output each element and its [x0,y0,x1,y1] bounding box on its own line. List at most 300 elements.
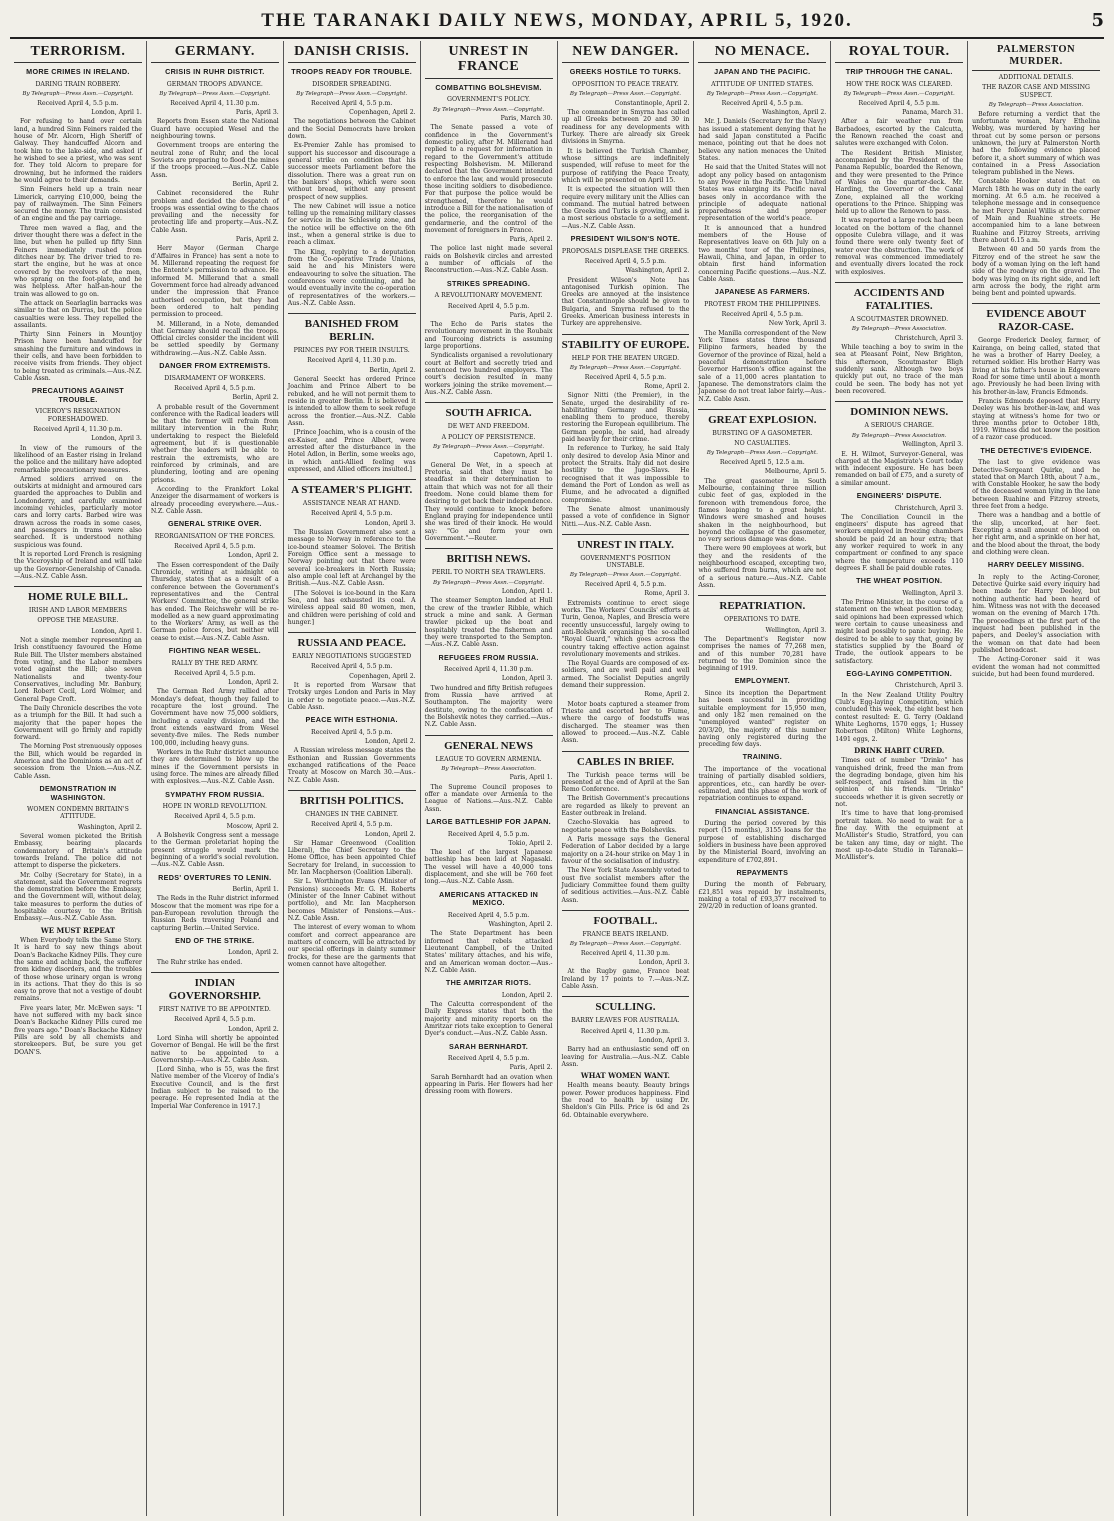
column-headline: DANISH CRISIS. [288,44,416,63]
telegraph-credit: By Telegraph—Press Assn.—Copyright. [432,443,545,450]
dateline: Washington, April 2. [488,920,553,928]
article-subheading: THE AMRITZAR RIOTS. [445,978,532,988]
received-time: Received April 4, 5.5 p.m. [721,311,803,319]
dateline: London, April 2. [364,738,416,746]
article-subheading: TRIP THROUGH THE CANAL. [845,67,953,77]
column-8 [968,41,1104,1516]
article-paragraph: Sir L. Worthington Evans (Minister of Pensions) succeeds Mr. G. H. Roberts (Minister of the Inner Cabinet without portfolio), and Mr. Ian Macpherson becomes Minister of Pensions.—Aus.-N.Z. Cable Assn. [287,878,416,922]
article-deck: CHANGES IN THE CABINET. [305,810,399,818]
newspaper-title: THE TARANAKI DAILY NEWS, MONDAY, APRIL 5, 1920. [261,10,853,31]
section-headline: ACCIDENTS AND FATALITIES. [835,282,963,313]
article-deck: DISORDER SPREADING. [312,80,392,88]
column-7 [831,41,968,1516]
article-deck: HOW THE ROCK WAS CLEARED. [846,80,953,88]
article-paragraph: Not a single member representing an Irish constituency favoured the Home Rule Bill. The Ulster members abstained from voting, and the Labor members voted against the Bill; also seven Nationalists and twenty-four Conservatives, including Mr. Banbury, Lord Robert Cecil, Lord Wolmer, and General Page Croft. [14,637,142,703]
article-subheading: FINANCIAL ASSISTANCE. [715,806,810,816]
received-time: Received April 4, 5.5 p.m. [311,510,393,518]
article-paragraph: The great gasometer in South Melbourne, containing three million cubic feet of gas, exploded in the forenoon with tremendous force, the flames leaping to a great height. Windows were smashed and houses shaken in the neighbourhood, but beyond the collapse of the gasometer, no very serious damage was done. [698,477,827,544]
article-paragraph: The Russian Government also sent a message to Norway in reference to the ice-bound steamer Solovei. The British Foreign Office sent a message to Norway pointing out that there were several ice-breakers in North Russia; also ample coal left at Archangel by the British.—Aus.-N.Z. Cable Assn. [287,529,416,588]
dateline: Washington, April 2. [762,109,827,117]
section-headline: A STEAMER'S PLIGHT. [288,479,416,497]
dateline: Washington, April 2. [77,823,142,831]
received-time: Received April 4, 5.5 p.m. [174,1016,256,1024]
article-paragraph: Constable Hooker stated that on March 18th he was on duty in the early morning. At 6.5 a.m. he received a telephone message and in consequence he met Percy Daniel Willis at the corner of Main and Ruahine streets. He accompanied him to a lane between Ruahine and Fitzroy Streets, arriving there about 6.15 a.m. [972,178,1100,244]
article-paragraph: The Acting-Coroner said it was evident the woman had not committed suicide, but had been found murdered. [972,656,1100,678]
dateline: Paris, March 30. [500,115,553,123]
article-paragraph: Health means beauty. Beauty brings power. Power produces happiness. Find the road to health by using Dr. Sheldon's Gin Pills. Price is 6d and 2s 6d. Obtainable everywhere. [561,1082,690,1119]
article-deck: DARING TRAIN ROBBERY. [35,80,121,88]
article-paragraph: It is believed the Turkish Chamber, whose sittings are indefinitely suspended, will refuse to meet for the purpose of ratifying the Peace Treaty, which will be presented on April 15. [561,147,690,184]
article-paragraph: The commander in Smyrna has called up all Greeks between 20 and 30 in readiness for any developments with Turkey. There are already six Greek divisions in Smyrna. [561,109,690,146]
article-subheading: REDS' OVERTURES TO LENIN. [158,872,272,882]
telegraph-credit: By Telegraph—Press Assn.—Copyright. [22,91,134,98]
section-headline: FOOTBALL. [562,910,690,928]
telegraph-credit: By Telegraph—Press Assn.—Copyright. [432,106,545,113]
article-paragraph: Ex-Premier Zahle has promised to support his successor and discourage a general strike on condition that his successor meets Parliament before the dissolution. There was a great run on the bankers' shops, which were soon without bread, without any present prospect of new supplies. [287,142,416,201]
article-paragraph: The German Red Army rallied after Monday's defeat, though they failed to recapture the lost ground. The Government have now 75,000 soldiers, including a cavalry division, and the front extends eastward from Wesel seventy-five miles. The Reds number 100,000, including heavy guns. [150,688,279,747]
article-subheading: THE DETECTIVE'S EVIDENCE. [980,445,1092,455]
received-time: Received April 4, 5.5 p.m. [174,543,256,550]
article-paragraph: Since its inception the Department has been successful in providing suitable employment for 15,950 men, and only 182 men remained on the "unemployed wanted" register on 20/3/20, the majority of this number having only registered during the preceding few days. [698,689,827,749]
article-subheading: SARAH BERNHARDT. [449,1041,529,1051]
article-paragraph: A probable result of the Government conference with the Radical leaders will be that the former will refrain from military intervention in the Ruhr, undertaking to respect the Bielefeld agreement, but it is questionable whether the leaders will be able to restrain the extremists, who are reinforced by criminals, and are plundering, looting and are opening prisons. [150,403,279,484]
dateline: London, April 2. [228,552,279,560]
article-paragraph: The Senate passed a vote of confidence in the Government's domestic policy, after M. Millerand had replied to a request for information in regard to the Government's attitude respecting Bolshevism. M. Millerand declared that the Government intended to enforce the law, and would prosecute those inciting soldiers to disobedience. For that purpose the police would be strengthened, therefore he would introduce a Bill for the nationalisation of the police, the reorganisation of the gendarmerie, and the control of the movement of foreigners in France. [424,124,553,234]
dateline: Panama, March 31. [902,109,964,117]
article-subheading: LARGE BATTLESHIP FOR JAPAN. [426,817,551,827]
dateline: London, April 1. [91,109,142,117]
article-subheading: DANGER FROM EXTREMISTS. [159,361,271,371]
article-paragraph: The last to give evidence was Detective-Sergeant Quirke, and he stated that on March 18th, about 7 a.m., with Constable Hooker, he saw the body of the deceased woman lying in the lane between Ruahine and Fitzroy streets, three feet from a hedge. [972,459,1100,511]
received-time: Received April 4, 5.5 p.m. [584,581,667,589]
dateline: Berlin, April 1. [232,886,279,894]
article-paragraph: Before returning a verdict that the unfortunate woman, Mary Ethelina Webby, was murdered by having her throat cut by some person or persons unknown, the jury at Palmerston North had the following evidence placed before it, a short summary of which was contained in a Press Association telegram published in the News. [972,110,1100,177]
section-headline: BANISHED FROM BERLIN. [288,313,416,344]
telegraph-credit: By Telegraph—Press Association. [851,326,947,333]
column-headline: PALMERSTON MURDER. [972,44,1100,71]
article-paragraph: The steamer Sempton landed at Hull the crew of the trawler Ribble, which struck a mine and sank. A German trawler picked up the boat and hospitably treated the fishermen and they were transported to the Sempton.—Aus.-N.Z. Cable Assn. [424,597,553,649]
dateline: Wellington, April 3. [902,589,964,597]
column-1 [10,41,147,1516]
article-deck: DISARMAMENT OF WORKERS. [164,374,266,382]
received-time: Received April 4, 5.5 p.m. [311,821,393,829]
article-paragraph: The Turkish peace terms will be presented at the end of April at the San Remo Conference. [561,771,690,794]
article-paragraph: Two hundred and fifty British refugees from Russia have arrived at Southampton. The majority were destitute, owing to the confiscation of the Bolshevik notes they carried.—Aus.-N.Z. Cable Assn. [424,684,553,729]
article-paragraph: Government troops are entering the neutral zone of Ruhr, and the local Soviets are preparing to flood the mines if the troops proceed.—Aus.-N.Z. Cable Assn. [150,142,279,179]
article-paragraph: The Echo de Paris states the revolutionary movement in the Roubaix and Tourcoing districts is assuming large proportions. [424,321,553,351]
received-time: Received April 4, 5.5 p.m. [584,257,667,265]
article-paragraph: At the Rugby game, France beat Ireland by 17 points to 7.—Aus.-N.Z. Cable Assn. [561,968,690,990]
dateline: Paris, April 2. [509,311,553,319]
column-headline: NO MENACE. [698,44,826,63]
telegraph-credit: By Telegraph—Press Assn.—Copyright. [706,91,818,98]
article-paragraph: E. H. Wilmot, Surveyor-General, was charged at the Magistrate's Court today with indecent exposure. He has been remanded on bail of £75, and a surety of a similar amount. [835,450,964,487]
received-time: Received April 4, 5.5 p.m. [311,728,393,736]
article-subheading: HARRY DEELEY MISSING. [987,560,1085,570]
article-subheading: THE WHEAT POSITION. [856,576,943,586]
dateline: New York, April 3. [768,320,827,328]
received-time: Received April 4, 11.30 p.m. [170,99,260,107]
article-subheading: JAPAN AND THE PACIFIC. [714,67,811,77]
section-headline: RUSSIA AND PEACE. [288,632,416,650]
article-paragraph: The British Government's precautions are regarded as likely to prevent an Easter outbreak in Ireland. [561,795,690,818]
received-time: Received April 4, 5.5 p.m. [311,663,393,671]
article-deck: FIRST NATIVE TO BE APPOINTED. [158,1005,271,1013]
article-paragraph: Sarah Bernhardt had an ovation when appearing in Paris. Her flowers had her dressing room with flowers. [424,1073,553,1096]
article-paragraph: Herr Mayor (German Charge d'Affaires in France) has sent a note to M. Millerand repeating the request for the Entente's permission to advance. He informed M. Millerand that a small Government force had already advanced under the impression that France authorised occupation, but they had been ordered to halt pending permission to proceed. [150,245,279,319]
article-paragraph: It is reported from Warsaw that Trotsky urges London and Paris in May in order to negotiate peace.—Aus.-N.Z. Cable Assn. [287,682,416,711]
article-paragraph: A Russian wireless message states the Esthonian and Russian Governments exchanged ratifications of the Peace Treaty at Moscow on March 30.—Aus.-N.Z. Cable Assn. [287,747,416,784]
dateline: Melbourne, April 5. [764,468,827,476]
received-time: Received April 5, 12.5 a.m. [719,459,805,467]
column-2 [147,41,284,1516]
article-paragraph: The Morning Post strenuously opposes the Bill, which would be regarded in America and the Dominions as an act of secession from the Union.—Aus.-N.Z. Cable Assn. [14,743,142,780]
column-headline: ROYAL TOUR. [835,44,963,63]
article-deck: ASSISTANCE NEAR AT HAND. [302,500,401,508]
dateline: London, April 3. [638,959,690,967]
dateline: Copenhagen, April 2. [349,672,416,680]
article-deck: OPPOSE THE MEASURE. [37,617,119,625]
dateline: Rome, April 2. [644,691,690,699]
article-paragraph: The Essen correspondent of the Daily Chronicle, writing at midnight on Thursday, states that as a result of a conference between the Government's representatives and the Central Workers' Committee, the general strike has ended. The Reichswehr will be re-modelled as a new guard approximating to the Workers' Army, as well as the German police forces, but neither will cease to exist.—Aus.-N.Z. Cable Assn. [150,561,279,642]
telegraph-credit: By Telegraph—Press Assn.—Copyright. [569,364,682,371]
article-deck: BARRY LEAVES FOR AUSTRALIA. [571,1017,680,1025]
article-deck: DE WET AND FREEDOM. [447,423,530,431]
article-deck: GOVERNMENT'S POLICY. [447,96,531,104]
received-time: Received April 4, 5.5 p.m. [721,99,803,107]
article-deck: A POLICY OF PERSISTENCE. [441,433,536,441]
section-headline: UNREST IN ITALY. [562,534,690,552]
column-headline: GERMANY. [151,44,279,63]
article-subheading: PRESIDENT WILSON'S NOTE. [570,234,681,244]
received-time: Received April 4, 11.30 p.m. [580,1027,670,1035]
article-paragraph: General De Wet, in a speech at Pretoria, said that they must be steadfast in their determination to attain that which was not for all their freedom. None could blame them for desiring to get back their independence. They would continue to knock before England praying for independence until she was tired of their knock. He would say: "Go and form your own Government."—Reuter. [424,461,553,542]
article-deck: IRISH AND LABOR MEMBERS [28,607,127,615]
article-paragraph: Signor Nitti (the Premier), in the Senate, urged the desirability of re-habilitating Germany and Russia, enabling them to produce, thereby restoring the European equilibrium. The German people, he said, had already paid heavily for their crime. [561,392,690,444]
column-headline: NEW DANGER. [562,44,690,63]
telegraph-credit: By Telegraph—Press Assn.—Copyright. [159,91,271,98]
dateline: Capetown, April 1. [493,452,553,460]
dateline: London, April 2. [228,949,279,957]
article-paragraph: The interest of every woman to whom comfort and correct appearance are matters of concern, will be attracted by our special offerings in dainty summer frocks, for these are the garments that women cannot have altogether. [287,924,416,968]
article-paragraph: The Prime Minister, in the course of a statement on the wheat position today, said opinions had been expressed which were certain to cause uneasiness and might lead possibly to panic buying. He desired to be able to say that, going by statistics supplied by the Board of Trade, the outlook appears to be satisfactory. [835,599,964,665]
article-deck: PERIL TO NORTH SEA TRAWLERS. [431,569,546,577]
article-paragraph: The State Department has been informed that rebels attacked Lieutenant Campbell, of the United States' military attaches, and his wife, and an American woman doctor.—Aus.-N.Z. Cable Assn. [424,930,553,974]
article-deck: ADDITIONAL DETAILS. [998,74,1074,82]
article-deck: A SCOUTMASTER DROWNED. [850,315,949,323]
article-subheading: GENERAL STRIKE OVER. [167,519,262,529]
article-deck: LEAGUE TO GOVERN ARMENIA. [435,755,542,763]
article-paragraph: There were 90 employees at work, but they and the residents of the neighbourhood escaped, excepting two, who suffered from burns, which are not of a serious nature.—Aus.-N.Z. Cable Assn. [698,545,827,590]
article-paragraph: Syndicalists organised a revolutionary court at Belfort and secretly tried and sentenced two hundred employers. The court's decision resulted in many workers joining the strike movement.—Aus.-N.Z. Cable Assn. [424,352,553,396]
article-paragraph: Mr. Colby (Secretary for State), in a statement, said the Government regrets the demonstration before the Embassy, and the Government will, without delay, take measures to perform the duties of hospitable courtesy to the British Embassy.—Aus.-N.Z. Cable Assn. [14,871,142,923]
received-time: Received April 4, 5.5 p.m. [311,99,393,107]
column-5 [558,41,695,1516]
dateline: Wellington, April 3. [902,441,964,449]
telegraph-credit: By Telegraph—Press Association. [851,432,947,439]
received-time: Received April 4, 11.30 p.m. [33,425,123,433]
article-subheading: REFUGEES FROM RUSSIA. [438,652,539,662]
article-deck: NO CASUALTIES. [734,440,791,448]
dateline: London, April 1. [91,627,142,635]
article-paragraph: Several women picketed the British Embassy, bearing placards condemnatory of Britain's attitude towards Ireland. The police did not attempt to disperse the picketers. [14,832,142,870]
dateline: London, April 3. [91,435,142,443]
article-subheading: EGG-LAYING COMPETITION. [846,668,953,678]
telegraph-credit: By Telegraph—Press Assn.—Copyright. [706,450,818,457]
telegraph-credit: By Telegraph—Press Assn.—Copyright. [569,91,682,98]
article-paragraph: He said that the United States will not adopt any policy based on antagonism to any Power in the Pacific. The United States was enlarging its Pacific naval bases only in accordance with the principle of adequate national preparedness and proper representation of the world's peace. [698,164,827,223]
dateline: Paris, April 2. [235,236,279,244]
article-subheading: PRECAUTIONS AGAINST TROUBLE. [31,386,124,404]
article-deck: WOMEN CONDEMN BRITAIN'S ATTITUDE. [27,806,129,821]
column-3 [284,41,421,1516]
article-paragraph: The Royal Guards are composed of ex-soldiers, and are well paid and well armed. The Socialist Deputies angrily demand their suppression. [561,660,690,690]
telegraph-credit: By Telegraph—Press Assn.—Copyright. [432,579,545,586]
article-subheading: SYMPATHY FROM RUSSIA. [165,789,265,799]
received-time: Received April 4, 11.30 p.m. [580,949,670,957]
dateline: Berlin, April 2. [232,394,279,402]
article-paragraph: The Supreme Council proposes to offer a mandate over Armenia to the League of Nations.—Aus.-N.Z. Cable Assn. [424,783,553,813]
article-paragraph: The keel of the largest Japanese battleship has been laid at Nagasaki. The vessel will have a 40,000 tons displacement, and she will be 760 feet long.—Aus.-N.Z. Cable Assn. [424,849,553,886]
article-deck: OPPOSITION TO PEACE TREATY. [572,80,679,88]
article-paragraph: The Reds in the Ruhr district informed Moscow that the moment was ripe for a pan-European revolution through the Russian Reds traversing Poland and capturing Berlin.—United Service. [150,895,279,932]
article-deck: PROPOSALS DISPLEASE THE GREEKS. [561,247,689,255]
article-paragraph: The Conciliation Council in the engineers' dispute has agreed that workers employed in freezing chambers should be paid 2d an hour extra; that any worker required to work in any compartment or confined to any space where the temperature exceeds 110 degrees F. shall be paid double rates. [835,513,964,573]
article-deck: A REVOLUTIONARY MOVEMENT. [434,292,543,300]
telegraph-credit: By Telegraph—Press Association. [988,102,1084,109]
article-paragraph: Between 40 and 50 yards from the Fitzroy end of the street he saw the body of a woman lying on the left hand side of the roadway on the gravel. The body was lying on its right side, and left arm across the body, the right arm being bent and pointed upwards. [972,246,1100,298]
article-paragraph: A Bolshevik Congress sent a message to the German proletariat hoping the present struggle would mark the beginning of a world's social revolution.—Aus.-N.Z. Cable Assn. [150,831,279,869]
article-paragraph: The Senate almost unanimously passed a vote of confidence in Signor Nitti.—Aus.-N.Z. Cable Assn. [561,505,690,528]
article-paragraph: In view of the rumours of the likelihood of an Easter rising in Ireland the police and the military have adopted remarkable precautionary measures. [14,444,142,474]
article-subheading: STRIKES SPREADING. [446,278,531,288]
article-paragraph: General Seeckt has ordered Prince Joachim and Prince Albert to be rebuked, and he will not permit them to reside in greater Berlin. It is believed it is intended to allow them to seek refuge across the frontier.—Aus.-N.Z. Cable Assn. [287,376,416,427]
received-time: Received April 4, 11.30 p.m. [443,666,534,674]
article-paragraph: Czecho-Slovakia has agreed to negotiate peace with the Bolsheviks. [561,819,690,834]
article-paragraph: Mr. J. Daniels (Secretary for the Navy) has issued a statement denying that he had said Japan constituted a Pacific menace, pointing out that he does not believe any nation menaces the United States. [698,118,827,162]
dateline: London, April 3. [501,675,553,683]
article-subheading: CRISIS IN RUHR DISTRICT. [165,67,265,77]
article-paragraph: The Calcutta correspondent of the Daily Express states that both the majority and minority reports on the Amritzar riots take exception to General Dyer's conduct.—Aus.-N.Z. Cable Assn. [424,1000,553,1038]
section-headline: INDIAN GOVERNORSHIP. [151,972,279,1003]
section-headline: BRITISH POLITICS. [288,790,416,808]
received-time: Received April 4, 5.5 p.m. [174,384,256,392]
dateline: Copenhagen, April 2. [349,109,416,117]
article-paragraph: Lord Sinha will shortly be appointed Governor of Bengal. He will be the first native to be appointed to a Governorship.—Aus.-N.Z. Cable Assn. [150,1034,279,1064]
article-paragraph: In the New Zealand Utility Poultry Club's Egg-laying Competition, which concluded this week, the eight best hen contest resulted: E. G. Terry (Oakland White Leghorns, 1570 eggs, 1; Hussey Robertson (Milton) White Leghorns, 1491 eggs, 2. [835,691,964,743]
article-paragraph: [The Solovei is ice-bound in the Kara Sea, and has exhausted its coal. A wireless appeal said 80 women, men, and children were perishing of cold and hunger.] [287,589,416,626]
article-paragraph: The King, replying to a deputation from the Co-operative Trade Unions, said he and his Ministers were endeavouring to solve the situation. The conferences were continuing, and he would eventually invite the co-operation of representatives of the workers.—Aus.-N.Z. Cable Assn. [287,248,416,307]
article-paragraph: Motor boats captured a steamer from Trieste and escorted her to Fiume, where the cargo of foodstuffs was discharged. The steamer was then allowed to proceed.—Aus.-N.Z. Cable Assn. [561,700,690,745]
article-paragraph: During the month of February, £21,851 was repaid by instalments, making a total of £93,377 received to 29/2/20 in reduction of loans granted. [698,881,827,911]
article-paragraph: It's time to have that long-promised portrait taken. No need to wait for a fine day. With the equipment at McAllister's Studio, Stratford, you can be taken any time, day or night. The most up-to-date Studio in Taranaki—McAllister's. [835,810,964,862]
received-time: Received April 4, 5.5 p.m. [858,99,940,107]
article-deck: A SERIOUS CHARGE. [864,422,934,430]
section-headline: CABLES IN BRIEF. [562,751,690,769]
dateline: London, April 1. [501,588,553,596]
article-subheading: PEACE WITH ESTHONIA. [305,715,398,725]
section-headline: GENERAL NEWS [425,735,553,753]
article-deck: HOPE IN WORLD REVOLUTION. [162,803,267,811]
section-headline: GREAT EXPLOSION. [698,409,826,427]
dateline: Berlin, April 2. [369,366,416,374]
dateline: Washington, April 2. [625,267,690,275]
dateline: Rome, April 3. [644,590,690,598]
dateline: Paris, April 2. [509,1064,553,1072]
received-time: Received April 4, 5.5 p.m. [174,813,256,821]
received-time: Received April 4, 5.5 p.m. [584,373,667,381]
telegraph-credit: By Telegraph—Press Assn.—Copyright. [296,91,408,98]
article-paragraph: Armed soldiers arrived on the outskirts at midnight and armoured cars guarded the approaches to Dublin and Londonderry, and carefully examined incoming vehicles, particularly motor cars and lorry carts. Barbed wire was drawn across the roads in some cases, and passengers in trams were also searched. It is understood nothing suspicious was found. [14,475,142,549]
article-deck: GERMAN TROOPS ADVANCE. [166,80,263,88]
article-subheading: TRAINING. [742,752,783,762]
article-subheading: DEMONSTRATION IN WASHINGTON. [39,784,117,802]
telegraph-credit: By Telegraph—Press Assn.—Copyright. [569,941,682,948]
article-subheading: COMBATTING BOLSHEVISM. [435,82,542,92]
received-time: Received April 4, 5.5 p.m. [174,669,256,677]
dateline: Tokio, April 2. [508,839,553,847]
telegraph-credit: By Telegraph—Press Assn.—Copyright. [569,572,682,579]
article-paragraph: The Manilla correspondent of the New York Times states three thousand Filipino farmers, headed by the Governor of the province of Rizal, held a peaceful demonstration before Governor Harrison's office against the sale of a 11,000 acres plantation to Japanese. The demonstrators claim the Japanese do not treat labor fairly.—Aus.-N.Z. Cable Assn. [698,329,827,403]
article-paragraph: Sir Hamar Greenwood (Coalition Liberal), the Chief Secretary to the Home Office, has been appointed Chief Secretary for Ireland, in succession to Mr. Ian Macpherson (Coalition Liberal). [287,839,416,877]
article-subheading: AMERICANS ATTACKED IN MEXICO. [438,889,539,908]
dateline: Paris, April 2. [509,236,553,244]
page-number: 5 [1091,10,1104,31]
received-time: Received April 4, 5.5 p.m. [37,99,119,107]
advertisement-heading: WHAT WOMEN WANT. [580,1071,670,1081]
article-deck: REORGANISATION OF THE FORCES. [154,532,275,540]
article-paragraph: During the period covered by this report (15 months), 3155 loans for the purpose of establishing discharged soldiers in business have been approved by the Ministerial Board, involving an expenditure of £702,891. [698,820,827,864]
article-deck: EARLY NEGOTIATIONS SUGGESTED [292,653,412,661]
article-subheading: EMPLOYMENT. [734,676,790,686]
masthead [10,6,1104,39]
column-4 [421,41,558,1516]
dateline: Paris, April 1. [509,774,553,782]
article-paragraph: [Lord Sinha, who is 55, was the first Native member of the Viceroy of India's Executive Council, and is the first Indian subject to be raised to the peerage. He represented India at the Imperial War Conference in 1917.] [150,1066,279,1110]
article-paragraph: While teaching a boy to swim in the sea at Pleasant Point, New Brighton, this afternoon, Scoutmaster Bligh suddenly sank. Although two boys quickly put out, no trace of the man could be seen. The body has not yet been recovered. [835,344,964,395]
section-headline: DOMINION NEWS. [835,401,963,419]
article-paragraph: The police last night made several raids on Bolshevik circles and arrested a number of officials of the Reconstruction.—Aus.-N.Z. Cable Assn. [424,245,553,275]
article-paragraph: According to the Frankfort Lokal Anzeiger the disarmament of workers is already proceeding everywhere.—Aus.-N.Z. Cable Assn. [150,485,279,515]
article-paragraph: After a fair weather run from Barbadoes, escorted by the Calcutta, the Renown reached the coast and salutes were exchanged with Colon. [835,118,964,148]
article-paragraph: [Prince Joachim, who is a cousin of the ex-Kaiser, and Prince Albert, were arrested after the disturbance in the Hotel Adlon, in Berlin, some weeks ago, in which anti-Allied feeling was expressed, and Allied officers insulted.] [287,429,416,473]
dateline: London, April 3. [364,519,416,527]
article-paragraph: In reference to Turkey, he said Italy only desired to develop Asia Minor and protect the Straits. Italy did not desire hostility to the Jugo-Slavs. He recognised that it was impossible to demand the Port of London as well as Fiume, and he advocated a dignified compromise. [561,445,690,504]
article-paragraph: A Paris message says the General Federation of Labor decided by a large majority on a 24-hour strike on May 1 in favour of the socialisation of industry. [561,836,690,865]
section-headline: SOUTH AFRICA. [425,402,553,420]
article-paragraph: The negotiations between the Cabinet and the Social Democrats have broken down. [287,118,416,141]
article-paragraph: Barry had an enthusiastic send off on leaving for Australia.—Aus.-N.Z. Cable Assn. [561,1046,690,1068]
article-deck: GOVERNMENT'S POSITION UNSTABLE. [580,554,671,570]
article-subheading: ENGINEERS' DISPUTE. [856,491,942,501]
dateline: London, April 2. [228,1025,279,1033]
received-time: Received April 4, 11.30 p.m. [307,357,397,365]
article-subheading: END OF THE STRIKE. [175,935,255,945]
article-paragraph: Reports from Essen state the National Guard have occupied Wesel and the neighbouring towns. [150,118,279,141]
article-deck: BURSTING OF A GASOMETER. [712,429,813,437]
dateline: Wellington, April 3. [765,626,827,634]
dateline: London, April 2. [228,679,279,687]
article-paragraph: President Wilson's Note has antagonised Turkish opinion. The Greeks are annoyed at the insistence that Constantinople should be given to Bulgaria, and Smyrna refused to the Greeks. American business interests in Turkey are apprehensive. [561,276,690,328]
article-columns [10,41,1104,1516]
article-subheading: FIGHTING NEAR WESEL. [168,646,261,656]
dateline: Christchurch, April 3. [894,334,964,342]
section-headline: SCULLING. [562,996,690,1014]
article-paragraph: It is reported Lord French is resigning the Viceroyship of Ireland and will take up the Governor-Generalship of Canada.—Aus.-N.Z. Cable Assn. [14,550,142,580]
article-paragraph: M. Millerand, in a Note, demanded that Germany should recall the troops. Official circles consider the incident will be settled speedily by Germany withdrawing.—Aus.-N.Z. Cable Assn. [150,320,279,357]
article-subheading: MORE CRIMES IN IRELAND. [26,67,130,77]
dateline: Christchurch, April 3. [894,682,964,690]
column-headline: UNREST IN FRANCE [425,44,553,79]
dateline: London, April 3. [638,1036,690,1044]
section-headline: BRITISH NEWS. [425,548,553,566]
article-deck: THE RAZOR CASE AND MISSING SUSPECT. [982,84,1090,99]
article-paragraph: There was a handbag and a bottle of the slip, uncorked, at her feet. Excepting a small amount of blood on her right arm, and a sprinkle on her hat, and the blood about the throat, the body and clothing were clean. [972,512,1100,556]
article-paragraph: Cabinet reconsidered the Ruhr problem and decided the despatch of troops was essential owing to the chaos prevailing and the necessity for protecting life and property.—Aus.-N.Z. Cable Assn. [150,190,279,234]
article-deck: OPERATIONS TO DATE. [723,616,801,624]
article-paragraph: The new Cabinet will issue a notice telling up the remaining military classes for service in the Schleswig zone, and the notice will be effective on the 6th inst., when a general strike is due to reach a climax. [287,202,416,247]
article-subheading: GREEKS HOSTILE TO TURKS. [569,67,682,77]
section-headline: STABILITY OF EUROPE. [562,334,690,352]
column-headline: TERRORISM. [14,44,142,63]
dateline: Berlin, April 2. [232,180,279,188]
article-paragraph: The Ruhr strike has ended. [156,958,243,966]
dateline: London, April 2. [364,830,416,838]
article-deck: ATTITUDE OF UNITED STATES. [711,80,814,88]
article-paragraph: The Daily Chronicle describes the vote as a triumph for the Bill. It had such a majority that the paper hopes the Government will go firmly and rapidly forward. [14,704,142,742]
article-paragraph: Three men waved a flag, and the driver thought there was a defect in the line, but when he pulled up fifty Sinn Feiners immediately rushed from ditches near by. The driver tried to re-start the engine, but he was at once covered by the revolvers of the men, who sprang on the foot-plate, and he was helpless. After half-an-hour the train was allowed to go on. [14,224,142,298]
article-paragraph: Thirty Sinn Feiners in Mountjoy Prison have been handcuffed for smashing the furniture and windows in their cells, and have been forbidden to receive visits from friends. They object to being treated as criminals.—Aus.-N.Z. Cable Assn. [14,331,142,383]
article-deck: FRANCE BEATS IRELAND. [582,930,669,938]
dateline: London, April 2. [501,991,553,999]
received-time: Received April 4, 5.5 p.m. [447,830,530,838]
article-paragraph: Sinn Feiners held up a train near Limerick, carrying £10,000, being the pay of railwaymen. The Sinn Feiners secured the money. The train consisted of an engine and the pay carriage. [14,186,142,223]
article-deck: RALLY BY THE RED ARMY. [171,659,258,667]
advertisement-heading: WE MUST REPEAT [40,925,116,935]
article-paragraph: Extremists continue to erect siege works. The Workers' Councils' efforts at Turin, Genoa, Naples, and Brescia were recently unsuccessful, largely owing to anti-Bolshevik organising the so-called "Royal Guard," which goes across the country taking effective action against revolutionary movements and strikes. [561,599,690,658]
article-subheading: TROOPS READY FOR TROUBLE. [291,67,413,77]
article-paragraph: Five years later, Mr. McEwen says: "I have not suffered with my back since Doan's Backache Kidney Pills cured me five years ago." Doan's Backache Kidney Pills are sold by all chemists and storekeepers. But, be sure you get DOAN'S. [14,1004,142,1056]
dateline: Paris, April 3. [235,109,279,117]
article-paragraph: It is expected the situation will then require every military unit the Allies can command. The mutual hatred between the Greeks and Turks is growing, and is a most serious obstacle to a settlement.—Aus.-N.Z. Cable Assn. [561,186,690,230]
telegraph-credit: By Telegraph—Press Association. [441,765,536,772]
article-paragraph: The Resident British Minister, accompanied by the President of the Panama Republic, boarded the Renown, and they were presented to the Prince of Wales on the quarter-deck. Mr. Harding, the Governor of the Canal Zone, explained all the working operations to the Prince. Shipping was held up to allow the Renown to pass. [835,149,964,216]
article-deck: PRINCES PAY FOR THEIR INSULTS. [293,347,410,355]
article-paragraph: The attack on Searlaglin barracks was similar to that on Durras, but the police casualties were less. They repelled the assailants. [14,299,142,329]
article-paragraph: George Frederick Deeley, farmer, of Kairanga, on being called, stated that he was a brother of Harry Deeley, a returned soldier. His brother Harry was living at his father's house in Edgeware Road for some time until about a month ago. Previously he had been living with his brother-in-law, Francis Edmonds. [972,337,1100,396]
article-paragraph: Francis Edmonds deposed that Harry Deeley was his brother-in-law, and was staying at witness's home for two or three months prior to October 18th, 1919. Witness did not know the position of a razor case produced. [972,397,1100,442]
column-6 [694,41,831,1516]
section-headline: EVIDENCE ABOUT RAZOR-CASE. [972,303,1100,334]
article-subheading: JAPANESE AS FARMERS. [714,287,810,297]
received-time: Received April 4, 5.5 p.m. [447,1055,530,1062]
article-paragraph: The Department's Register now comprises the names of 77,268 men, and of this number 70,281 have returned to the Dominion since the beginning of 1919. [698,635,827,673]
article-paragraph: Times out of number "Drinko" has vanquished drink, freed the man from the degrading bondage, given him his self-respect, and raised him in the opinion of his friends. "Drinko" succeeds whether it is given secretly or not. [835,757,964,809]
dateline: Rome, April 2. [644,382,690,390]
article-paragraph: When Everybody tells the Same Story. It is hard to say new things about Doan's Backache Kidney Pills. They cure the same and aching back, the sufferer from kidney disorders, and the troubles of those whose urinary organ is wrong in its actions. That they do this is so easy to prove that not a vestige of doubt remains. [14,936,142,1003]
article-deck: VICEROY'S RESIGNATION FORESHADOWED. [35,408,121,423]
article-paragraph: For refusing to hand over certain land, a hundred Sinn Feiners raided the house of Mr. Alcorn, High Sheriff of Galway. They handcuffed Alcorn and took him to the lake-side, and asked if he wished to see a priest, who was sent for. They told Alcorn to prepare for drowning, but he informed the raiders he would agree to their demands. [14,118,142,184]
article-paragraph: It was reported a large rock had been located on the bottom of the channel opposite Culebra village, and it was found there were only twenty feet of water over the obstruction. The work of removal was commenced immediately and eventually divers located the rock with explosives. [835,217,964,276]
dateline: Christchurch, April 3. [894,504,964,512]
article-paragraph: In reply to the Acting-Coroner, Detective Quirke said every inquiry had been made for Harry Deeley, but nothing authentic had been heard of him. Witness was not with the deceased woman on the evening of March 17th. The proceedings at the first part of the inquest had been published in the papers, and Deeley's association with the woman on that date had been published broadcast. [972,573,1100,654]
article-subheading: REPAYMENTS [736,867,789,877]
received-time: Received April 4, 5.5 p.m. [447,302,530,310]
section-headline: REPATRIATION. [698,595,826,613]
article-paragraph: Workers in the Ruhr district announce they are determined to blow up the mines if the Government persists in using force. The mines are already filled with explosives.—Aus.-N.Z. Cable Assn. [150,748,279,786]
article-paragraph: The New York State Assembly voted to oust five socialist members after the Judiciary Committee found them guilty of seditious activities.—Aus.-N.Z. Cable Assn. [561,867,690,904]
section-headline: HOME RULE BILL. [14,586,142,604]
